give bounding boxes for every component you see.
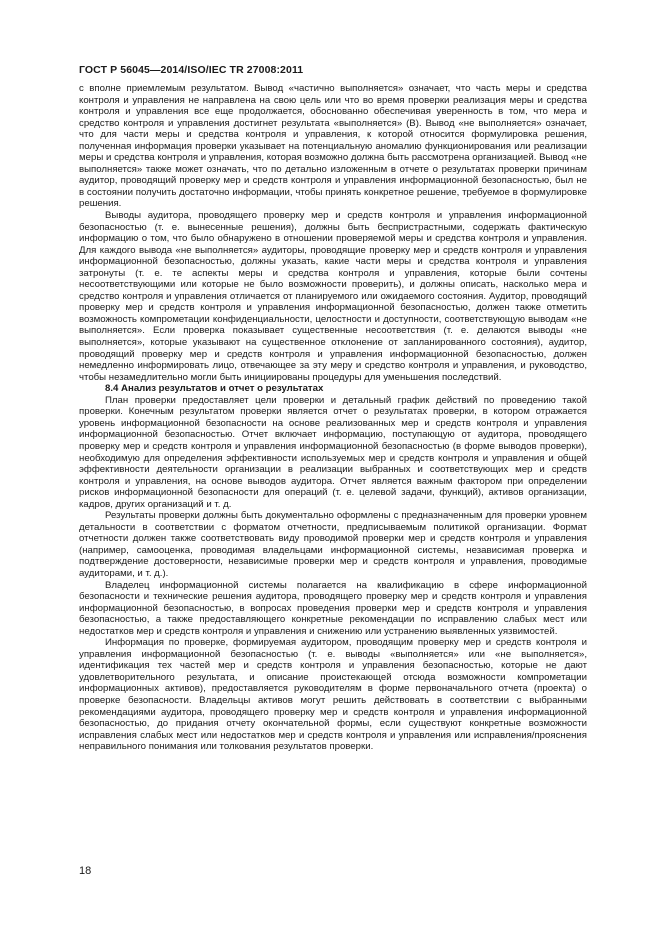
paragraph-conclusions-definitions: с вполне приемлемым результатом. Вывод «частично выполняется» означает, что часть меры и средства контроля и управления не направлена на свою цель или что во время проверки реализация меры и средства контроля и управления все еще продолжается, обоснованно обеспечивая уверенность в том, что мера и средство контроля и управления достигнет результата «выполняется» (В). Вывод «не выполняется» означает, что для части меры и средства контроля и управления, к которой относится формулировка решения, полученная информация проверки указывает на потенциальную аномалию функционирования или реализации меры и средства контроля и управления, которая возможно должна быть рассмотрена организацией. Вывод «не выполняется» также может означать, что по детально изложенным в отчете о результатах проверки причинам аудитор, проводящий проверку мер и средств контроля и управления информационной безопасностью, был не в состоянии получить достаточно информации, чтобы принять конкретное решение, требуемое в формулировке решения. [79,83,587,210]
paragraph-review-information: Информация по проверке, формируемая аудитором, проводящим проверку мер и средств контроля и управления информационной безопасностью (т. е. выводы «выполняется» или «не выполняется», идентификация тех частей мер и средств контроля и управления безопасностью, которые не дают удовлетворительного результата, и описание проистекающей отсюда возможности компрометации информационных активов), предоставляется руководителям в форме первоначального отчета (проекта) о проверке безопасности. Владельцы активов могут решить действовать в соответствии с выбранными рекомендациями аудитора, проводящего проверку мер и средств контроля и управления информационной безопасностью, до придания отчету окончательной формы, если существуют конкретные возможности исправления слабых мест или недостатков мер и средств контроля и управления или исправления/прояснения неправильного понимания или толкования результатов проверки. [79,637,587,753]
document-header: ГОСТ Р 56045—2014/ISO/IEC TR 27008:2011 [79,64,304,76]
section-heading-8-4: 8.4 Анализ результатов и отчет о результатах [105,383,324,395]
paragraph-system-owner: Владелец информационной системы полагается на квалификацию в сфере информационной безопасности и технические решения аудитора, проводящего проверку мер и средств контроля и управления информационной безопасностью, в вопросах проведения проверки мер и средств контроля и управления безопасностью, а также предоставляющего конкретные рекомендации по исправлению слабых мест или недостатков мер и средств контроля и управления и снижению или устранению выявленных уязвимостей. [79,579,587,637]
paragraph-review-plan: План проверки предоставляет цели проверки и детальный график действий по проведению такой проверки. Конечным результатом проверки является отчет о результатах проверки, в котором отражается уровень информационной безопасности на основе реализованных мер и средств контроля и управления информационной безопасностью. Отчет включает информацию, поступающую от аудитора, проводящего проверку мер и средств контроля и управления информационной безопасностью (в форме выводов проверки), необходимую для определения эффективности используемых мер и средств контроля и управления и общей эффективности деятельности организации в реализации выбранных и соответствующих мер и средств контроля и управления, на основе выводов аудитора. Отчет является важным фактором при определении рисков информационной безопасности для операций (т. е. целевой задачи, функций), активов организации, кадров, других организаций и т. д. [79,394,587,510]
paragraph-auditor-conclusions: Выводы аудитора, проводящего проверку мер и средств контроля и управления информационной безопасностью (т. е. вынесенные решения), должны быть беспристрастными, содержать фактическую информацию о том, что было обнаружено в отношении проверяемой меры и средства контроля и управления. Для каждого вывода «не выполняется» аудиторы, проводящие проверку мер и средств контроля и управления информационной безопасностью, должны указать, какие части меры и средства контроля и управления затронуты (т. е. те аспекты меры и средства контроля и управления, которые были сочтены несоответствующими или которые не было возможности проверить), и должны описать, насколько мера и средство контроля и управления отличается от планируемого или ожидаемого состояния. Аудитор, проводящий проверку мер и средств контроля и управления информационной безопасностью, должен также отметить возможность компрометации конфиденциальности, целостности и доступности, соответствующую выводам «не выполняется». Если проверка показывает существенные несоответствия (т. е. делаются выводы «не выполняется», которые указывают на существенное отклонение от запланированного состояния), аудитор, проводящий проверку мер и средств контроля и управления информационной безопасностью, должен немедленно информировать лицо, отвечающее за эту меру и средство контроля и управления, и руководство, чтобы незамедлительно могли быть инициированы процедуры для уменьшения последствий. [79,210,587,383]
document-body [79,83,587,753]
page-number: 18 [79,865,92,877]
paragraph-review-results-format: Результаты проверки должны быть документально оформлены с предназначенным для проверки уровнем детальности в соответствии с форматом отчетности, предписываемым политикой организации. Формат отчетности должен также соответствовать виду проводимой проверки мер и средств контроля и управления (например, самооценка, проводимая владельцами информационной системы, независимая проверка и подтверждение достоверности, независимые проверки мер и средств контроля и управления, проводимые аудиторами, и т. д.). [79,510,587,579]
